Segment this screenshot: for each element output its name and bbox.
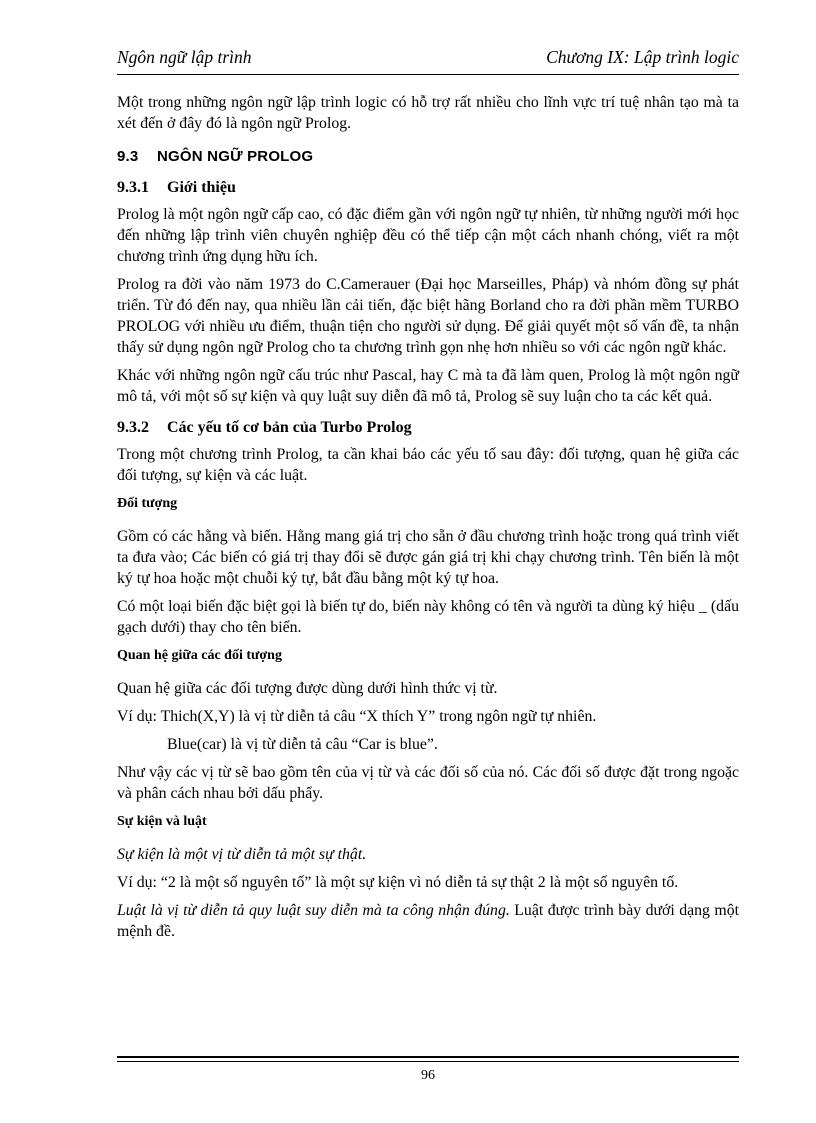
rule-definition-italic: Luật là vị từ diễn tả quy luật suy diễn mà ta công nhận đúng. [117, 902, 510, 919]
subsection-title: Các yếu tố cơ bản của Turbo Prolog [167, 419, 412, 436]
rule-definition [117, 900, 739, 942]
section-9-3-heading [117, 146, 739, 167]
intro-paragraph: Một trong những ngôn ngữ lập trình logic có hỗ trợ rất nhiều cho lĩnh vực trí tuệ nhân tạo mà ta xét đến ở đây đó là ngôn ngữ Prolog. [117, 94, 739, 132]
facts-rules-heading: Sự kiện và luật [117, 814, 207, 829]
rule-definition-rest: Luật được trình bày dưới dạng một mệnh đề. [117, 902, 740, 940]
fact-example: Ví dụ: “2 là một số nguyên tố” là một sự kiện vì nó diễn tả sự thật 2 là một số nguyên tố. [117, 874, 679, 891]
relations-paragraph-2: Như vậy các vị từ sẽ bao gồm tên của vị từ và các đối số của nó. Các đối số được đặt trong ngoặc và phân cách nhau bởi dấu phẩy. [117, 764, 739, 802]
relations-example-1: Ví dụ: Thich(X,Y) là vị từ diễn tả câu “X thích Y” trong ngôn ngữ tự nhiên. [117, 708, 597, 725]
relations-example-2: Blue(car) là vị từ diễn tả câu “Car is blue”. [167, 736, 438, 753]
objects-paragraph-1: Gồm có các hằng và biến. Hằng mang giá trị cho sẵn ở đầu chương trình hoặc trong quá trình viết ta đưa vào; Các biến có giá trị thay đổi sẽ được gán giá trị khi chạy chương trình. Tên biến là một ký tự hoa hoặc một chuỗi ký tự, bắt đầu bằng một ký tự hoa. [117, 528, 739, 587]
relations-heading: Quan hệ giữa các đối tượng [117, 648, 282, 663]
relations-paragraph-1: Quan hệ giữa các đối tượng được dùng dưới hình thức vị từ. [117, 680, 498, 697]
page-content [117, 92, 739, 949]
subsection-number: 9.3.1 [117, 179, 149, 196]
subsection-number: 9.3.2 [117, 419, 149, 436]
page-header [117, 47, 739, 71]
objects-heading: Đối tượng [117, 496, 178, 511]
intro-paragraph-1: Prolog là một ngôn ngữ cấp cao, có đặc điểm gần với ngôn ngữ tự nhiên, từ những người mới học đến những lập trình viên chuyên nghiệp đều có thể tiếp cận một cách nhanh chóng, viết ra một chương trình ứng dụng hữu ích. [117, 206, 739, 265]
intro-paragraph-2: Prolog ra đời vào năm 1973 do C.Camerauer (Đại học Marseilles, Pháp) và nhóm đồng sự phát triển. Từ đó đến nay, qua nhiều lần cải tiến, đặc biệt hãng Borland cho ra đời phần mềm TURBO PROLOG với nhiều ưu điểm, thuận tiện cho người sử dụng. Để giải quyết một số vấn đề, ta nhận thấy sử dụng ngôn ngữ Prolog cho ta chương trình gọn nhẹ hơn nhiều so với các ngôn ngữ khác. [117, 276, 739, 356]
footer-rule-thick [117, 1056, 739, 1058]
section-9-3-2-heading [117, 417, 739, 438]
section-title: NGÔN NGỮ PROLOG [157, 148, 314, 165]
footer-rule-thin [117, 1061, 739, 1062]
intro-paragraph-3: Khác với những ngôn ngữ cấu trúc như Pascal, hay C mà ta đã làm quen, Prolog là một ngôn ngữ mô tả, với một số sự kiện và quy luật suy diễn đã mô tả, Prolog sẽ suy luận cho ta các kết quả. [117, 367, 739, 405]
header-book-title: Ngôn ngữ lập trình [117, 47, 252, 67]
subsection-title: Giới thiệu [167, 179, 236, 196]
header-rule [117, 74, 739, 75]
section-number: 9.3 [117, 148, 139, 165]
section-9-3-1-heading [117, 177, 739, 198]
elements-intro-paragraph: Trong một chương trình Prolog, ta cần khai báo các yếu tố sau đây: đối tượng, quan hệ giữa các đối tượng, sự kiện và các luật. [117, 446, 739, 484]
document-page [117, 0, 739, 1123]
objects-paragraph-2: Có một loại biến đặc biệt gọi là biến tự do, biến này không có tên và người ta dùng ký hiệu _ (dấu gạch dưới) thay cho tên biến. [117, 598, 739, 636]
page-number: 96 [421, 1068, 435, 1083]
header-chapter-title: Chương IX: Lập trình logic [546, 47, 739, 67]
fact-definition: Sự kiện là một vị từ diễn tả một sự thật. [117, 846, 367, 863]
